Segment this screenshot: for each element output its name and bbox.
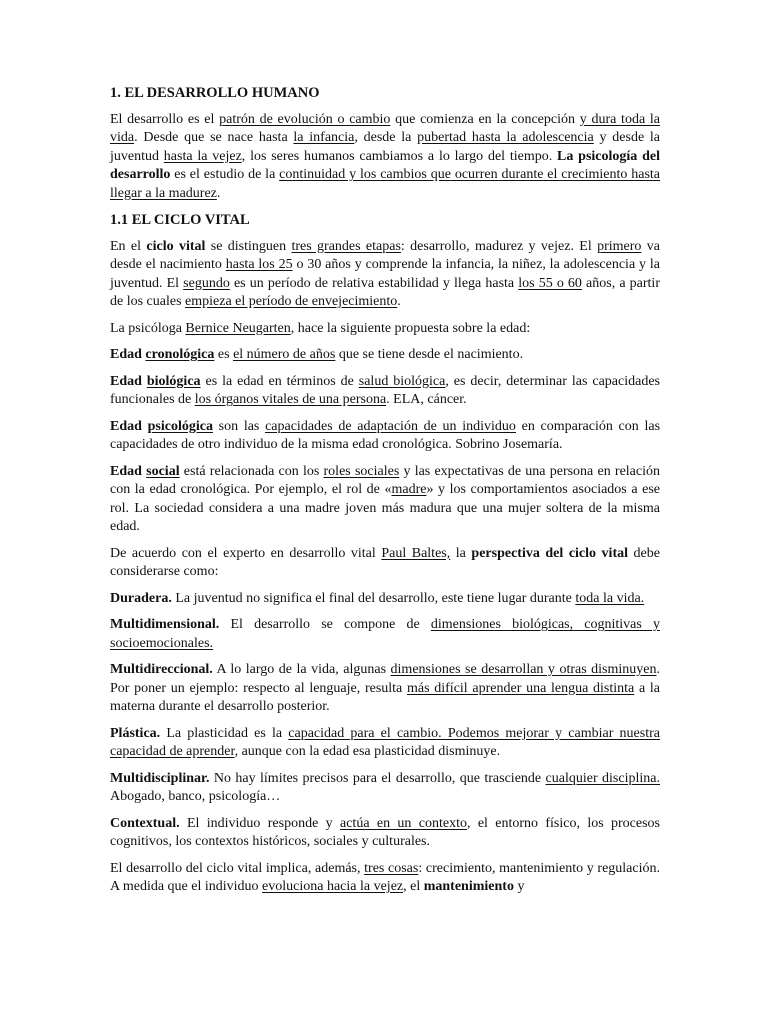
bold-text: Edad bbox=[110, 463, 147, 479]
text: , aunque con la edad esa plasticidad disminuye. bbox=[234, 744, 501, 759]
bold-text: Multidisciplinar. bbox=[110, 770, 210, 786]
bold-text: Multidimensional. bbox=[110, 617, 220, 632]
text: y bbox=[513, 879, 525, 894]
text: en comparación con las capacidades de otro individuo de la misma edad cronológica. Sobrino Josemaría. bbox=[110, 418, 661, 452]
bold-text: Contextual. bbox=[110, 815, 180, 831]
underlined-text: empieza el período de envejecimiento bbox=[185, 294, 398, 309]
underlined-text: los 55 o 60 bbox=[518, 275, 582, 291]
paragraph-multidireccional bbox=[110, 661, 660, 717]
bold-text: Edad bbox=[110, 418, 148, 434]
bold-text: perspectiva del ciclo vital bbox=[471, 545, 629, 561]
subsection-title: 1.1 EL CICLO VITAL bbox=[110, 212, 250, 228]
underlined-text: capacidad para el cambio. Podemos mejorar y cambiar nuestra capacidad de aprender bbox=[110, 725, 660, 759]
paragraph-edad-psicologica bbox=[110, 418, 660, 455]
text: va desde el nacimiento bbox=[110, 238, 661, 272]
bold-text: mantenimiento bbox=[423, 879, 514, 894]
bold-text: Duradera. bbox=[110, 590, 172, 606]
text: son las bbox=[212, 418, 266, 434]
paragraph-edad-cronologica bbox=[110, 346, 660, 365]
paragraph-multidimensional bbox=[110, 616, 660, 653]
bold-underlined-text: cronológica bbox=[145, 347, 215, 362]
paragraph-plastica bbox=[110, 725, 660, 762]
paragraph-edad-social bbox=[110, 463, 660, 537]
text: La psicóloga bbox=[110, 320, 186, 336]
bold-text: ciclo vital bbox=[146, 238, 206, 254]
text: y las expectativas de una persona en relación con la edad cronológica. Por ejemplo, el rol de « bbox=[110, 463, 660, 497]
underlined-text: roles sociales bbox=[323, 463, 400, 479]
text: años, a partir de los cuales bbox=[110, 275, 660, 309]
text: que se tiene desde el nacimiento. bbox=[335, 347, 524, 362]
underlined-text: hasta los 25 bbox=[225, 257, 293, 272]
underlined-text: primero bbox=[597, 238, 642, 254]
text: La plasticidad es la bbox=[160, 725, 289, 741]
bold-text: Edad bbox=[110, 347, 146, 362]
underlined-text: evoluciona hacia la vejez bbox=[262, 879, 404, 894]
bold-text: Multidireccional. bbox=[110, 662, 213, 677]
text: El desarrollo se compone de bbox=[219, 617, 431, 632]
underlined-text: tres cosas bbox=[364, 860, 419, 876]
text: y desde la juventud bbox=[110, 130, 661, 164]
text: es el estudio de la bbox=[170, 167, 280, 182]
document-page bbox=[110, 84, 660, 905]
text: No hay límites precisos para el desarrollo, que trasciende bbox=[209, 770, 546, 786]
underlined-text: continuidad y los cambios que ocurren durante el crecimiento hasta llegar a la madurez bbox=[110, 167, 660, 201]
paragraph-duradera bbox=[110, 590, 660, 609]
text: Abogado, banco, psicología… bbox=[110, 789, 281, 804]
text: es bbox=[214, 347, 234, 362]
paragraph-tres-cosas bbox=[110, 860, 660, 897]
bold-text: Edad bbox=[110, 373, 147, 389]
underlined-text: la infancia bbox=[293, 130, 355, 145]
text: El individuo responde y bbox=[179, 815, 340, 831]
text: . Por poner un ejemplo: respecto al lenguaje, resulta bbox=[110, 662, 660, 696]
underlined-text: dimensiones biológicas, cognitivas y socioemocionales. bbox=[110, 617, 660, 651]
paragraph-neugarten bbox=[110, 320, 660, 339]
text: A lo largo de la vida, algunas bbox=[212, 662, 391, 677]
text: En el bbox=[110, 238, 147, 254]
paragraph-desarrollo bbox=[110, 111, 660, 204]
bold-underlined-text: psicológica bbox=[147, 418, 213, 434]
text: debe considerarse como: bbox=[110, 545, 660, 579]
underlined-text: hasta la vejez bbox=[163, 148, 242, 164]
text: , los seres humanos cambiamos a lo largo del tiempo. bbox=[241, 148, 558, 164]
underlined-text: los órganos vitales de una persona bbox=[194, 392, 387, 407]
text: está relacionada con los bbox=[179, 463, 324, 479]
bold-text: La psicología del desarrollo bbox=[110, 148, 660, 182]
text: La juventud no significa el final del desarrollo, este tiene lugar durante bbox=[171, 590, 576, 606]
underlined-text: dimensiones se desarrollan y otras disminuyen bbox=[390, 662, 657, 677]
text: , es decir, determinar las capacidades funcionales de bbox=[110, 373, 660, 407]
underlined-text: capacidades de adaptación de un individuo bbox=[265, 418, 516, 434]
text: . ELA, cáncer. bbox=[386, 392, 467, 407]
text: , el bbox=[403, 879, 424, 894]
text: la bbox=[450, 545, 472, 561]
paragraph-multidisciplinar bbox=[110, 770, 660, 807]
text: es la edad en términos de bbox=[200, 373, 359, 389]
text: . bbox=[397, 294, 401, 309]
underlined-text: patrón de evolución o cambio bbox=[219, 111, 391, 127]
underlined-text: cualquier disciplina. bbox=[545, 770, 660, 786]
text: De acuerdo con el experto en desarrollo vital bbox=[110, 545, 382, 561]
text: : crecimiento, mantenimiento y regulación. A medida que el individuo bbox=[110, 860, 660, 894]
text: se distinguen bbox=[205, 238, 292, 254]
text: , hace la siguiente propuesta sobre la edad: bbox=[290, 320, 531, 336]
underlined-text: segundo bbox=[183, 275, 230, 291]
text: que comienza en la concepción bbox=[390, 111, 580, 127]
text: : desarrollo, madurez y vejez. El bbox=[400, 238, 598, 254]
underlined-text: y dura toda la vida bbox=[110, 111, 660, 145]
text: es un período de relativa estabilidad y llega hasta bbox=[229, 275, 519, 291]
underlined-text: actúa en un contexto bbox=[340, 815, 467, 831]
text: » y los comportamientos asociados a ese rol. La sociedad considera a una madre joven más madura que una mujer soltera de la misma edad. bbox=[110, 482, 660, 534]
underlined-text: tres grandes etapas bbox=[291, 238, 401, 254]
bold-underlined-text: social bbox=[146, 463, 180, 479]
section-title: 1. EL DESARROLLO HUMANO bbox=[110, 85, 320, 101]
text: , el entorno físico, los procesos cognitivos, los contextos históricos, sociales y culturales. bbox=[110, 815, 660, 849]
underlined-text: Bernice Neugarten bbox=[185, 320, 291, 336]
underlined-text: más difícil aprender una lengua distinta bbox=[406, 680, 635, 696]
paragraph-contextual bbox=[110, 815, 660, 852]
text: o 30 años y comprende la infancia, la niñez, la adolescencia y la juventud. El bbox=[110, 257, 660, 291]
underlined-text: toda la vida. bbox=[575, 590, 645, 606]
bold-text: Plástica. bbox=[110, 725, 161, 741]
text: El desarrollo es el bbox=[110, 111, 220, 127]
bold-underlined-text: biológica bbox=[146, 373, 201, 389]
underlined-text: salud biológica bbox=[358, 373, 446, 389]
text: . Desde que se nace hasta bbox=[134, 130, 294, 145]
underlined-text: Paul Baltes, bbox=[381, 545, 451, 561]
underlined-text: pubertad hasta la adolescencia bbox=[417, 130, 594, 145]
paragraph-edad-biologica bbox=[110, 373, 660, 410]
text: a la materna durante el desarrollo posterior. bbox=[110, 680, 660, 714]
underlined-text: el número de años bbox=[233, 347, 336, 362]
underlined-text: madre bbox=[391, 482, 427, 497]
text: , desde la bbox=[354, 130, 418, 145]
text: El desarrollo del ciclo vital implica, además, bbox=[110, 860, 365, 876]
paragraph-ciclo-vital bbox=[110, 238, 660, 312]
text: . bbox=[216, 185, 221, 201]
paragraph-baltes bbox=[110, 545, 660, 582]
